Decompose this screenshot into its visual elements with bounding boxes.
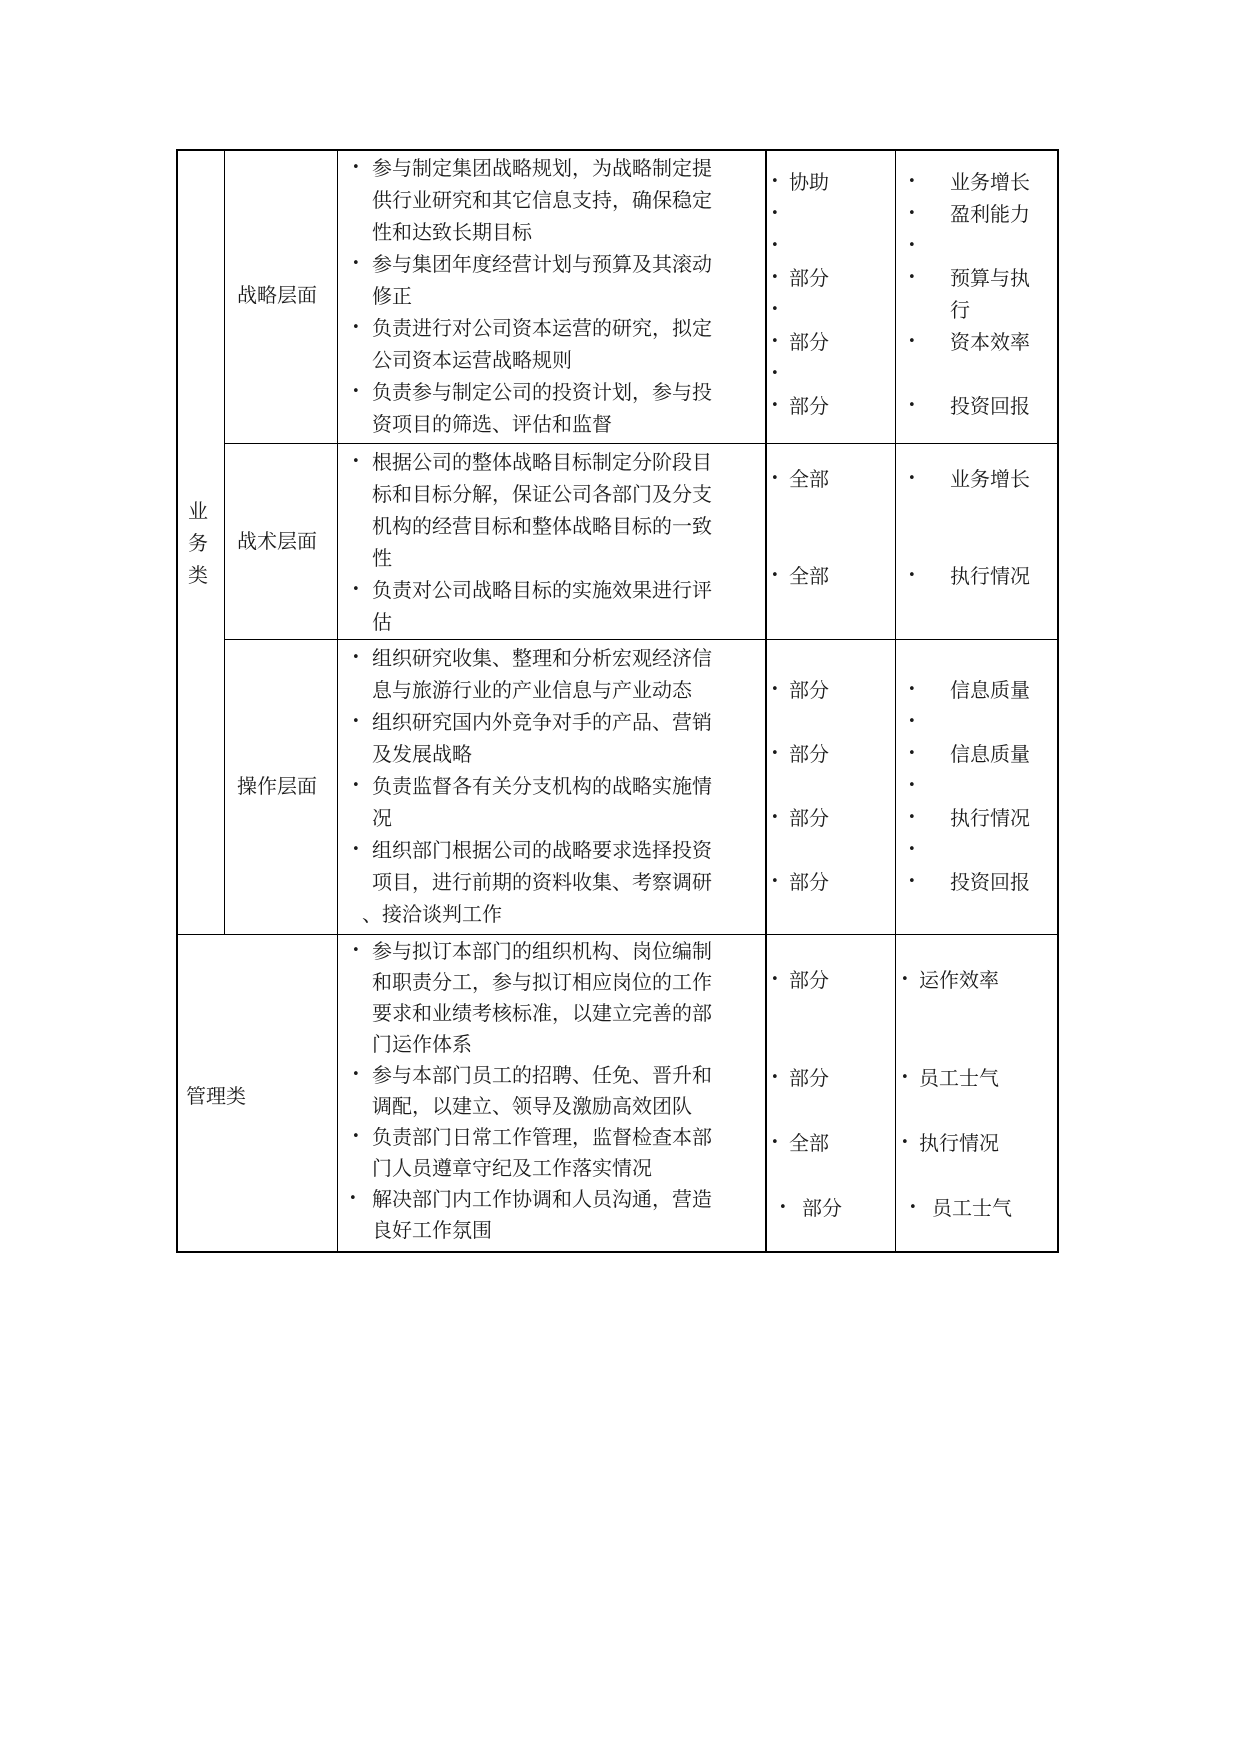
kpi-cell	[895, 443, 1057, 639]
duties-cell	[337, 443, 765, 639]
duty-line: 根据公司的整体战略目标制定分阶段目	[372, 450, 712, 474]
authority-value: 部分	[789, 806, 829, 830]
bullet-icon: •	[779, 1200, 787, 1215]
bullet-icon: •	[352, 320, 360, 335]
category-business-char: 业	[188, 499, 208, 523]
duty-line: 负责对公司战略目标的实施效果进行评	[372, 578, 712, 602]
bullet-icon: •	[771, 471, 779, 486]
bullet-icon: •	[771, 810, 779, 825]
authority-value: 部分	[789, 1066, 829, 1090]
bullet-icon: •	[771, 874, 779, 889]
kpi-value: 行	[950, 298, 970, 322]
bullet-icon: •	[352, 582, 360, 597]
authority-value: 部分	[789, 742, 829, 766]
duty-line: 解决部门内工作协调和人员沟通，营造	[372, 1187, 712, 1211]
duty-line: 门运作体系	[372, 1032, 472, 1056]
bullet-icon: •	[908, 746, 916, 761]
category-business-cell	[176, 149, 224, 934]
duty-line: 及发展战略	[372, 742, 472, 766]
bullet-icon: •	[908, 568, 916, 583]
duty-line: 性	[372, 546, 392, 570]
row-strategic	[224, 149, 337, 443]
kpi-value: 执行情况	[950, 564, 1030, 588]
authority-value: 部分	[789, 266, 829, 290]
table-border-bottom	[176, 1251, 1059, 1253]
duty-line: 供行业研究和其它信息支持，确保稳定	[372, 188, 712, 212]
authority-value: 部分	[789, 394, 829, 418]
bullet-icon: •	[908, 270, 916, 285]
bullet-icon: •	[771, 972, 779, 987]
kpi-value: 执行情况	[950, 806, 1030, 830]
authority-value: 部分	[789, 968, 829, 992]
duties-cell	[337, 934, 765, 1251]
duty-line: 负责进行对公司资本运营的研究，拟定	[372, 316, 712, 340]
bullet-icon: •	[352, 842, 360, 857]
duty-line: 门人员遵章守纪及工作落实情况	[372, 1156, 652, 1180]
authority-cell	[765, 934, 895, 1251]
duty-line: 项目，进行前期的资料收集、考察调研	[372, 870, 712, 894]
bullet-icon: •	[908, 334, 916, 349]
duty-line: 要求和业绩考核标准，以建立完善的部	[372, 1001, 712, 1025]
duty-line: 组织部门根据公司的战略要求选择投资	[372, 838, 712, 862]
authority-value: 全部	[789, 564, 829, 588]
authority-value: 全部	[789, 1131, 829, 1155]
kpi-value: 投资回报	[950, 870, 1030, 894]
bullet-icon: •	[352, 454, 360, 469]
bullet-icon: •	[909, 1200, 917, 1215]
bullet-icon: •	[771, 1135, 779, 1150]
bullet-icon: •	[771, 206, 779, 221]
bullet-icon: •	[908, 714, 916, 729]
level-label: 战术层面	[237, 529, 317, 553]
duty-line: 息与旅游行业的产业信息与产业动态	[372, 678, 692, 702]
bullet-icon: •	[349, 1191, 357, 1206]
kpi-value: 资本效率	[950, 330, 1030, 354]
bullet-icon: •	[352, 1067, 360, 1082]
duty-line: 调配，以建立、领导及激励高效团队	[372, 1094, 692, 1118]
bullet-icon: •	[901, 1070, 909, 1085]
duties-cell	[337, 639, 765, 934]
authority-value: 部分	[802, 1196, 842, 1220]
authority-value: 协助	[789, 170, 829, 194]
kpi-cell	[895, 639, 1057, 934]
kpi-value: 运作效率	[919, 968, 999, 992]
bullet-icon: •	[352, 160, 360, 175]
kpi-value: 投资回报	[950, 394, 1030, 418]
category-business-char: 务	[188, 531, 208, 555]
bullet-icon: •	[908, 206, 916, 221]
authority-cell	[765, 639, 895, 934]
table-border-right	[1057, 149, 1059, 1253]
bullet-icon: •	[352, 256, 360, 271]
bullet-icon: •	[771, 270, 779, 285]
bullet-icon: •	[908, 238, 916, 253]
bullet-icon: •	[771, 682, 779, 697]
bullet-icon: •	[908, 810, 916, 825]
bullet-icon: •	[771, 174, 779, 189]
kpi-cell	[895, 149, 1057, 443]
duty-line: 和职责分工，参与拟订相应岗位的工作	[372, 970, 712, 994]
duty-line: 负责部门日常工作管理，监督检查本部	[372, 1125, 712, 1149]
category-label: 管理类	[186, 1084, 246, 1108]
duty-line: 标和目标分解，保证公司各部门及分支	[372, 482, 712, 506]
bullet-icon: •	[352, 943, 360, 958]
duty-line: 性和达致长期目标	[372, 220, 532, 244]
authority-value: 部分	[789, 330, 829, 354]
bullet-icon: •	[771, 366, 779, 381]
kpi-value: 业务增长	[950, 467, 1030, 491]
bullet-icon: •	[771, 746, 779, 761]
bullet-icon: •	[352, 1129, 360, 1144]
authority-cell	[765, 149, 895, 443]
kpi-value: 盈利能力	[950, 202, 1030, 226]
bullet-icon: •	[908, 174, 916, 189]
category-business-char: 类	[188, 563, 208, 587]
authority-value: 部分	[789, 678, 829, 702]
duty-line: 负责参与制定公司的投资计划，参与投	[372, 380, 712, 404]
bullet-icon: •	[908, 778, 916, 793]
bullet-icon: •	[352, 650, 360, 665]
duties-cell	[337, 149, 765, 443]
duty-line: 修正	[372, 284, 412, 308]
duty-line: 机构的经营目标和整体战略目标的一致	[372, 514, 712, 538]
duty-line: 资项目的筛选、评估和监督	[372, 412, 612, 436]
authority-cell	[765, 443, 895, 639]
bullet-icon: •	[771, 1070, 779, 1085]
duty-line: 组织研究国内外竞争对手的产品、营销	[372, 710, 712, 734]
kpi-value: 执行情况	[919, 1131, 999, 1155]
kpi-value: 员工士气	[919, 1066, 999, 1090]
bullet-icon: •	[908, 471, 916, 486]
row-management	[176, 934, 337, 1251]
bullet-icon: •	[771, 302, 779, 317]
bullet-icon: •	[771, 398, 779, 413]
bullet-icon: •	[908, 874, 916, 889]
kpi-value: 信息质量	[950, 678, 1030, 702]
bullet-icon: •	[771, 568, 779, 583]
kpi-value: 信息质量	[950, 742, 1030, 766]
bullet-icon: •	[352, 714, 360, 729]
responsibility-table	[176, 149, 1059, 1253]
level-label: 操作层面	[237, 774, 317, 798]
kpi-value: 预算与执	[950, 266, 1030, 290]
bullet-icon: •	[901, 972, 909, 987]
kpi-cell	[895, 934, 1057, 1251]
bullet-icon: •	[352, 384, 360, 399]
duty-line: 负责监督各有关分支机构的战略实施情	[372, 774, 712, 798]
duty-line: 参与集团年度经营计划与预算及其滚动	[372, 252, 712, 276]
level-label: 战略层面	[237, 283, 317, 307]
bullet-icon: •	[908, 398, 916, 413]
duty-line: 良好工作氛围	[372, 1218, 492, 1242]
authority-value: 全部	[789, 467, 829, 491]
bullet-icon: •	[908, 842, 916, 857]
bullet-icon: •	[901, 1135, 909, 1150]
row-operational	[224, 639, 337, 934]
bullet-icon: •	[771, 238, 779, 253]
duty-line: 参与拟订本部门的组织机构、岗位编制	[372, 939, 712, 963]
duty-line: 参与本部门员工的招聘、任免、晋升和	[372, 1063, 712, 1087]
row-tactical	[224, 443, 337, 639]
authority-value: 部分	[789, 870, 829, 894]
bullet-icon: •	[771, 334, 779, 349]
kpi-value: 业务增长	[950, 170, 1030, 194]
bullet-icon: •	[352, 778, 360, 793]
duty-line: 公司资本运营战略规则	[372, 348, 572, 372]
duty-line: 参与制定集团战略规划，为战略制定提	[372, 156, 712, 180]
duty-line: 、接洽谈判工作	[362, 902, 502, 926]
duty-line: 况	[372, 806, 392, 830]
bullet-icon: •	[908, 682, 916, 697]
kpi-value: 员工士气	[932, 1196, 1012, 1220]
duty-line: 估	[372, 610, 392, 634]
duty-line: 组织研究收集、整理和分析宏观经济信	[372, 646, 712, 670]
